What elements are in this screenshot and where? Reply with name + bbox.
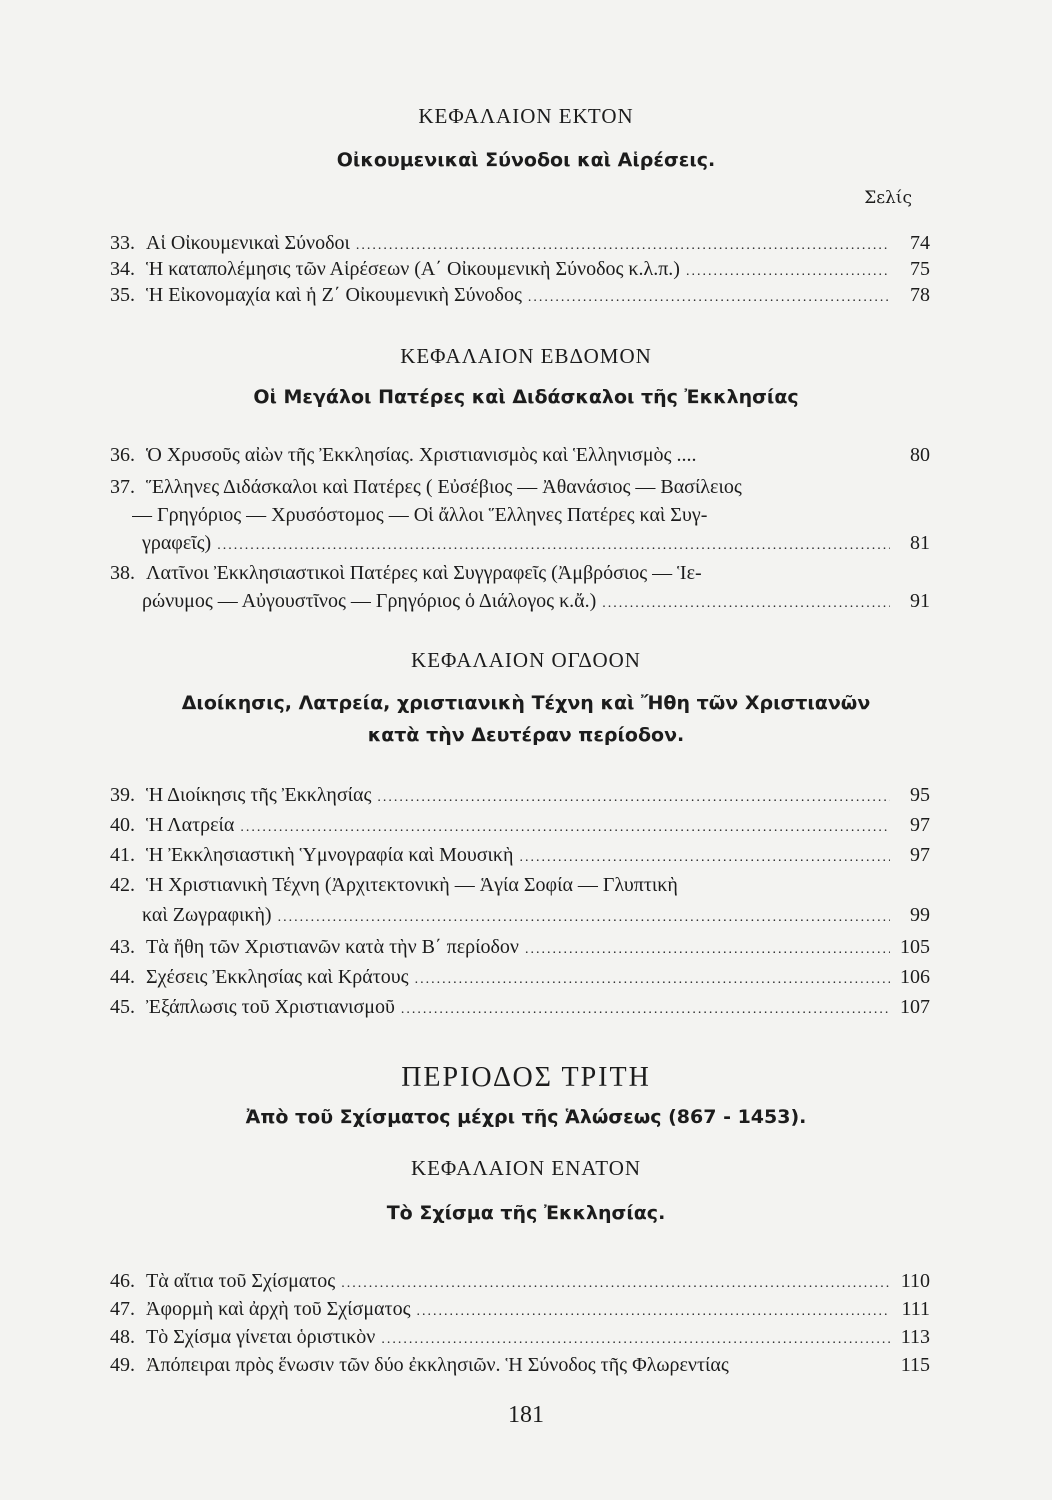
entry-title: Ἡ Εἰκονομαχία καὶ ἡ Ζ΄ Οἰκουμενικὴ Σύνοδος bbox=[146, 284, 522, 306]
entry-continuation-last bbox=[142, 590, 930, 616]
chapter-heading: ΚΕΦΑΛΑΙΟΝ ΕΚΤΟΝ bbox=[418, 104, 634, 128]
entry-title: Τὸ Σχίσμα γίνεται ὁριστικὸν bbox=[146, 1326, 376, 1348]
toc-entry bbox=[110, 562, 930, 588]
chapter-subtitle: Διοίκησις, Λατρεία, χριστιανικὴ Τέχνη καὶ Ἤθη τῶν Χριστιανῶν bbox=[181, 692, 871, 714]
toc-entry bbox=[110, 874, 930, 900]
toc-entry bbox=[110, 814, 930, 840]
leader-dots bbox=[356, 238, 890, 254]
toc-entry bbox=[110, 444, 930, 470]
entry-page: 106 bbox=[900, 966, 930, 988]
page-number: 181 bbox=[508, 1402, 544, 1428]
leader-dots bbox=[525, 942, 890, 958]
entry-title: Ἐξάπλωσις τοῦ Χριστιανισμοῦ bbox=[146, 996, 395, 1018]
entry-page: 97 bbox=[910, 844, 930, 866]
entry-title: Ἕλληνες Διδάσκαλοι καὶ Πατέρες ( Εὐσέβιος — Ἀθανάσιος — Βασίλειος bbox=[146, 476, 742, 498]
chapter-subtitle: Τὸ Σχίσμα τῆς Ἐκκλησίας. bbox=[386, 1202, 666, 1224]
entry-title-line2: ρώνυμος — Αὐγουστῖνος — Γρηγόριος ὁ Διάλογος κ.ἄ.) bbox=[142, 590, 597, 612]
entry-number: 48. bbox=[110, 1326, 135, 1348]
leader-dots bbox=[519, 850, 890, 866]
period-heading: ΠΕΡΙΟΔΟΣ ΤΡΙΤΗ bbox=[401, 1062, 651, 1093]
entry-title: Ἡ Διοίκησις τῆς Ἐκκλησίας bbox=[146, 784, 372, 806]
entry-page: 113 bbox=[900, 1326, 930, 1348]
entry-title: Ἀφορμὴ καὶ ἀρχὴ τοῦ Σχίσματος bbox=[146, 1298, 411, 1320]
entry-title: Ἡ καταπολέμησις τῶν Αἱρέσεων (Α΄ Οἰκουμενικὴ Σύνοδος κ.λ.π.) bbox=[146, 258, 680, 280]
toc-entry bbox=[110, 284, 930, 310]
entry-page: 81 bbox=[910, 532, 930, 554]
toc-entry bbox=[110, 1298, 930, 1324]
leader-dots bbox=[401, 1002, 890, 1018]
entry-title-line2: — Γρηγόριος — Χρυσόστομος — Οἱ ἄλλοι Ἕλληνες Πατέρες καὶ Συγ- bbox=[132, 504, 708, 526]
chapter-subtitle-line2: κατὰ τὴν Δευτέραν περίοδον. bbox=[367, 724, 685, 746]
entry-number: 47. bbox=[110, 1298, 135, 1320]
leader-dots bbox=[686, 264, 890, 280]
entry-number: 35. bbox=[110, 284, 135, 306]
entry-page: 107 bbox=[900, 996, 930, 1018]
entry-page: 78 bbox=[910, 284, 930, 306]
toc-entry bbox=[110, 1326, 930, 1352]
chapter-subtitle: Οἰκουμενικαὶ Σύνοδοι καὶ Αἱρέσεις. bbox=[336, 149, 716, 171]
entry-title: Αἱ Οἰκουμενικαὶ Σύνοδοι bbox=[146, 232, 350, 254]
leader-dots bbox=[240, 820, 890, 836]
entry-continuation-last bbox=[142, 904, 930, 930]
entry-number: 44. bbox=[110, 966, 135, 988]
page-column-label: Σελίς bbox=[864, 188, 912, 208]
entry-number: 37. bbox=[110, 476, 135, 498]
entry-title: Ἡ Χριστιανικὴ Τέχνη (Ἀρχιτεκτονικὴ — Ἁγία Σοφία — Γλυπτικὴ bbox=[146, 874, 678, 896]
leader-dots bbox=[381, 1332, 890, 1348]
entry-number: 46. bbox=[110, 1270, 135, 1292]
leader-dots bbox=[602, 596, 890, 612]
chapter-heading: ΚΕΦΑΛΑΙΟΝ ΟΓΔΟΟΝ bbox=[411, 648, 641, 672]
entry-page: 110 bbox=[900, 1270, 930, 1292]
period-subtitle: Ἀπὸ τοῦ Σχίσματος μέχρι τῆς Ἁλώσεως (867 - 1453). bbox=[245, 1106, 807, 1128]
entry-title-line3: γραφεῖς) bbox=[142, 532, 212, 554]
entry-title: Σχέσεις Ἐκκλησίας καὶ Κράτους bbox=[146, 966, 409, 988]
entry-number: 36. bbox=[110, 444, 135, 466]
entry-page: 105 bbox=[900, 936, 930, 958]
entry-title: Ἀπόπειραι πρὸς ἕνωσιν τῶν δύο ἐκκλησιῶν. Ἡ Σύνοδος τῆς Φλωρεντίας bbox=[146, 1354, 729, 1376]
toc-entry bbox=[110, 258, 930, 284]
entry-number: 40. bbox=[110, 814, 135, 836]
leader-dots bbox=[217, 538, 890, 554]
entry-title: Ἡ Λατρεία bbox=[146, 814, 235, 836]
entry-page: 95 bbox=[910, 784, 930, 806]
chapter-heading: ΚΕΦΑΛΑΙΟΝ ΕΝΑΤΟΝ bbox=[410, 1156, 642, 1180]
entry-number: 43. bbox=[110, 936, 135, 958]
entry-number: 49. bbox=[110, 1354, 135, 1376]
toc-entry bbox=[110, 936, 930, 962]
entry-number: 39. bbox=[110, 784, 135, 806]
entry-continuation-last bbox=[142, 532, 930, 558]
entry-continuation bbox=[132, 504, 922, 527]
toc-entry bbox=[110, 1270, 930, 1296]
entry-number: 34. bbox=[110, 258, 135, 280]
entry-page: 115 bbox=[900, 1354, 930, 1376]
leader-dots bbox=[341, 1276, 890, 1292]
entry-page: 80 bbox=[910, 444, 930, 466]
entry-page: 75 bbox=[910, 258, 930, 280]
leader-dots bbox=[415, 972, 890, 988]
entry-page: 111 bbox=[901, 1298, 930, 1320]
leader-dots bbox=[416, 1304, 890, 1320]
entry-title-line2: καὶ Ζωγραφικὴ) bbox=[142, 904, 272, 926]
toc-entry bbox=[110, 966, 930, 992]
entry-title: Ἡ Ἐκκλησιαστικὴ Ὑμνογραφία καὶ Μουσικὴ bbox=[146, 844, 514, 866]
entry-title: Ὁ Χρυσοῦς αἰὼν τῆς Ἐκκλησίας. Χριστιανισμὸς καὶ Ἑλληνισμὸς .... bbox=[146, 444, 697, 466]
entry-title: Τὰ αἴτια τοῦ Σχίσματος bbox=[146, 1270, 336, 1292]
entry-number: 41. bbox=[110, 844, 135, 866]
entry-title: Τὰ ἤθη τῶν Χριστιανῶν κατὰ τὴν Β΄ περίοδον bbox=[146, 936, 519, 958]
toc-entry bbox=[110, 476, 930, 502]
leader-dots bbox=[377, 790, 890, 806]
chapter-subtitle: Οἱ Μεγάλοι Πατέρες καὶ Διδάσκαλοι τῆς Ἐκκλησίας bbox=[253, 386, 799, 408]
entry-number: 38. bbox=[110, 562, 135, 584]
entry-page: 74 bbox=[910, 232, 930, 254]
entry-page: 99 bbox=[910, 904, 930, 926]
entry-page: 97 bbox=[910, 814, 930, 836]
entry-title: Λατῖνοι Ἐκκλησιαστικοὶ Πατέρες καὶ Συγγραφεῖς (Ἀμβρόσιος — Ἱε- bbox=[146, 562, 702, 584]
entry-page: 91 bbox=[910, 590, 930, 612]
entry-number: 42. bbox=[110, 874, 135, 896]
leader-dots bbox=[278, 910, 890, 926]
toc-entry bbox=[110, 844, 930, 870]
toc-entry bbox=[110, 1354, 930, 1380]
toc-entry bbox=[110, 996, 930, 1022]
leader-dots bbox=[528, 290, 890, 306]
chapter-heading: ΚΕΦΑΛΑΙΟΝ ΕΒΔΟΜΟΝ bbox=[400, 344, 652, 368]
toc-entry bbox=[110, 784, 930, 810]
entry-number: 33. bbox=[110, 232, 135, 254]
entry-number: 45. bbox=[110, 996, 135, 1018]
toc-entry bbox=[110, 232, 930, 258]
